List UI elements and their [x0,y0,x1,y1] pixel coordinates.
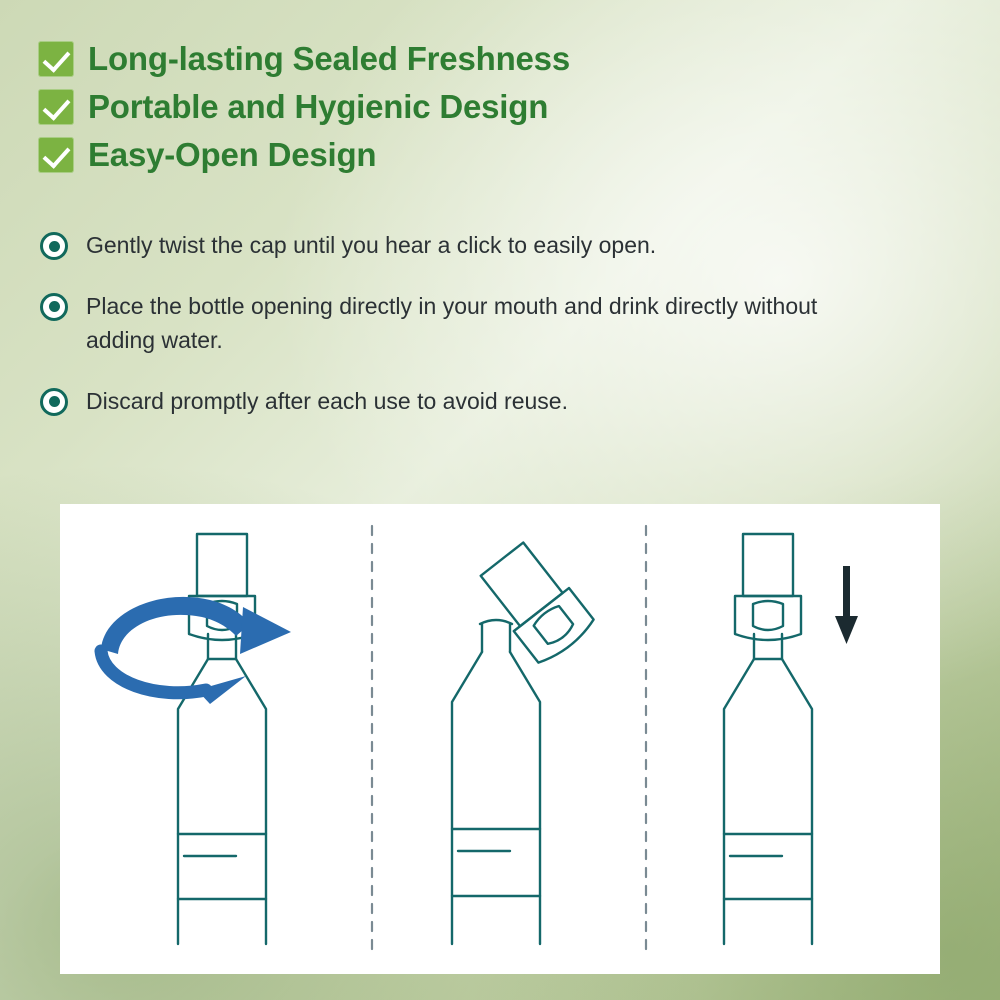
press-down-step [724,534,858,944]
down-arrow-icon [835,566,858,644]
instruction-text: Discard promptly after each use to avoid reuse. [86,387,568,414]
usage-diagram-panel [60,504,940,974]
instruction-item [40,384,920,419]
feature-item [38,40,938,78]
rotate-arrow-icon [101,597,291,654]
remove-cap-step [452,538,597,944]
check-icon [38,89,74,125]
feature-item [38,88,938,126]
instruction-text: Place the bottle opening directly in your mouth and drink directly without adding water. [86,292,818,353]
feature-label: Portable and Hygienic Design [88,87,549,125]
feature-label: Easy-Open Design [88,135,377,173]
feature-item [38,136,938,174]
radio-bullet-icon [40,232,68,260]
instruction-list [40,228,920,444]
check-icon [38,41,74,77]
instruction-text: Gently twist the cap until you hear a click to easily open. [86,232,657,258]
usage-diagram [60,504,940,974]
radio-bullet-icon [40,293,68,321]
instruction-item [40,228,920,263]
radio-bullet-icon [40,388,68,416]
feature-label: Long-lasting Sealed Freshness [88,40,570,77]
check-icon [38,137,74,173]
instruction-item [40,289,920,358]
feature-list [38,40,938,184]
twist-cap-step [101,534,291,944]
